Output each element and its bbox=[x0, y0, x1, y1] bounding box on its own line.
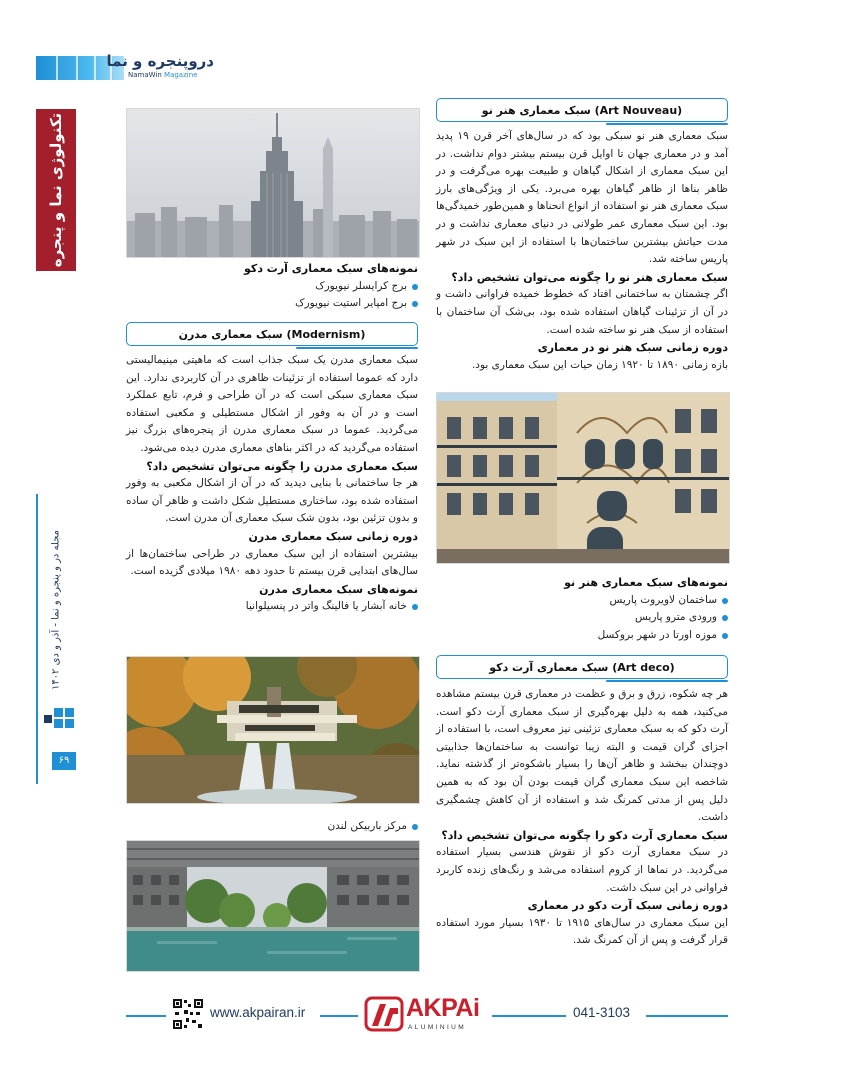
art-deco-section bbox=[436, 686, 728, 950]
modernism-recognize-text: هر جا ساختمانی با بنایی دیدید که در آن از اشکال مکعبی به وفور استفاده شده بود، ساختاری مستطیل شکل داشت و ظاهر آن ساده و بدون تزئین بود، بدون شک سبک معماری آن مدرن است. bbox=[126, 477, 418, 525]
art-deco-examples-heading: نمونه‌های سبک معماری آرت دکو bbox=[244, 262, 418, 275]
art-deco-title: سبک معماری آرت دکو (Art deco) bbox=[436, 655, 728, 679]
fallingwater-photo bbox=[126, 656, 420, 804]
art-nouveau-title: سبک معماری هنر نو (Art Nouveau) bbox=[436, 98, 728, 122]
art-deco-intro: هر چه شکوه، زرق و برق و عظمت در معماری قرن بیستم مشاهده می‌کنید، همه به دلیل بهره‌گیری از سبک معماری آرت دکو است. آرت دکو که به سبک معماری تزئینی نیز معروف است، با استفاده از اجزای گران قیمت و البته زیبا توانست به ساختمان‌ها جذابیتی دوچندان ببخشد و ظاهر آن‌ها را بسیار باشکوه‌تر از گذشته نماید. شاخصه این سبک معماری گران قیمت بودن آن بود که به همین دلیل پس از مدتی کمرنگ شد و استفاده از آن کاهش چشمگیری داشت. bbox=[436, 688, 728, 824]
empire-state-photo bbox=[126, 108, 420, 258]
page-number: ۶۹ bbox=[52, 752, 76, 770]
magazine-issue-label: مجله در و پنجره و نما - آذر و دی ۱۴۰۲ bbox=[50, 529, 62, 691]
list-item: برج کرایسلر نیویورک bbox=[126, 278, 418, 296]
art-nouveau-period-text: بازه زمانی ۱۸۹۰ تا ۱۹۲۰ زمان حیات این سبک معماری بود. bbox=[471, 358, 728, 371]
modernism-period-heading: دوره زمانی سبک معماری مدرن bbox=[248, 529, 418, 543]
modernism-intro: سبک معماری مدرن یک سبک جذاب است که ماهیتی مینیمالیستی دارد که عموما استفاده از تزئینات ظاهری در آن کاربردی ندارد. این سبک معماری سبکی است که در آن طراحی و فرم، تابع عملکرد است و در آن به وفور از اشکال مستطیلی و مکعبی استفاده می‌گردید. عموما در سبک معماری مدرن از پنجره‌های بزرگ نیز استفاده می‌گردید که در اکثر بناهای معماری مدرن دیده می‌شود. bbox=[126, 354, 418, 454]
modernism-recognize-heading: سبک معماری مدرن را چگونه می‌توان تشخیص داد؟ bbox=[146, 459, 418, 473]
art-nouveau-period-heading: دوره زمانی سبک هنر نو در معماری bbox=[537, 341, 728, 355]
art-nouveau-recognize-heading: سبک معماری هنر نو را چگونه می‌توان تشخیص داد؟ bbox=[451, 270, 728, 284]
art-nouveau-section bbox=[436, 128, 728, 374]
footer-line-right bbox=[646, 1015, 728, 1017]
list-item: ورودی مترو پاریس bbox=[436, 609, 728, 627]
website-link[interactable]: www.akpairan.ir bbox=[210, 1005, 306, 1020]
modernism-examples-heading: نمونه‌های سبک معماری مدرن bbox=[259, 582, 418, 596]
side-divider bbox=[36, 494, 38, 784]
art-deco-recognize-text: در سبک معماری آرت دکو از نقوش هندسی بسیار استفاده می‌گردید. در نماها از کروم استفاده می‌شد و رنگ‌های زنده کاربرد فراوانی در این سبک داشت. bbox=[436, 846, 728, 894]
list-item: برج امپایر استیت نیویورک bbox=[126, 295, 418, 313]
brand-name: AKPAi bbox=[406, 994, 480, 1022]
list-item: خانه آبشار یا فالینگ واتر در پنسیلوانیا bbox=[126, 598, 418, 616]
paris-art-nouveau-photo bbox=[436, 392, 730, 564]
art-nouveau-examples bbox=[436, 574, 728, 644]
phone-number[interactable]: 041-3103 bbox=[573, 1005, 631, 1020]
art-nouveau-examples-heading: نمونه‌های سبک معماری هنر نو bbox=[564, 576, 728, 589]
footer-line-middle-left bbox=[320, 1015, 358, 1017]
modernism-section bbox=[126, 352, 418, 616]
art-nouveau-intro: سبک معماری هنر نو سبکی بود که در سال‌های آخر قرن ۱۹ پدید آمد و در معماری جهان تا اوایل قرن بیستم بیشتر دوام نداشت. در این سبک معماری از اشکال گیاهان و طبیعت بهره می‌گرفت و در ظاهر بناها از ظاهر گیاهان بهره می‌برد. یکی از ویژگی‌های بارز سبک معماری هنر نو استفاده از انواع انحناها و همین‌طور خمیدگی‌ها بود. این سبک معماری عمر طولانی در دنیای معماری نداشت و در مدت حیاتش بیشترین ساختمان‌ها با استفاده از این سبک در شهر پاریس ساخته شد. bbox=[436, 130, 728, 266]
list-item: موزه اورتا در شهر بروکسل bbox=[436, 627, 728, 645]
art-nouveau-recognize-text: اگر چشمتان به ساختمانی افتاد که خطوط خمیده فراوانی داشت و در آن از تزئینات گیاهان استفاده شده بود، بی‌شک آن ساختمان با استفاده از سبک هنر نو ساخته شده است. bbox=[436, 288, 728, 336]
magazine-logo bbox=[106, 52, 214, 86]
modernism-title: سبک معماری مدرن (Modernism) bbox=[126, 322, 418, 346]
modernism-period-text: بیشترین استفاده از این سبک معماری در طراحی ساختمان‌ها از سال‌های ابتدایی قرن بیستم تا حدود دهه ۱۹۸۰ میلادی گزیده است. bbox=[126, 547, 418, 578]
footer-line-middle-right bbox=[492, 1015, 566, 1017]
brand-subtitle: ALUMINIUM bbox=[408, 1024, 467, 1031]
logo-english-text: NamaWin Magazine bbox=[128, 71, 198, 79]
qr-code-icon[interactable] bbox=[172, 998, 204, 1030]
footer-line-left bbox=[126, 1015, 166, 1017]
section-label: تکنولوژی نما و پنجره bbox=[47, 112, 65, 268]
list-item: ساختمان لاویروت پاریس bbox=[436, 592, 728, 610]
art-deco-period-text: این سبک معماری در سال‌های ۱۹۱۵ تا ۱۹۳۰ بسیار مورد استفاده قرار گرفت و پس از آن کمرنگ شد. bbox=[436, 916, 729, 947]
modernism-examples-continued bbox=[126, 818, 418, 836]
art-deco-examples bbox=[126, 260, 418, 313]
akpai-logo-icon bbox=[364, 996, 404, 1032]
art-deco-recognize-heading: سبک معماری آرت دکو را چگونه می‌توان تشخیص داد؟ bbox=[441, 828, 728, 842]
window-logo-icon bbox=[44, 707, 76, 729]
list-item: مرکز باربیکن لندن bbox=[126, 818, 418, 836]
section-tab bbox=[36, 109, 76, 271]
art-deco-period-heading: دوره زمانی سبک آرت دکو در معماری bbox=[527, 899, 728, 913]
logo-persian-text: دروپنجره و نما bbox=[106, 52, 214, 70]
barbican-photo bbox=[126, 840, 420, 972]
